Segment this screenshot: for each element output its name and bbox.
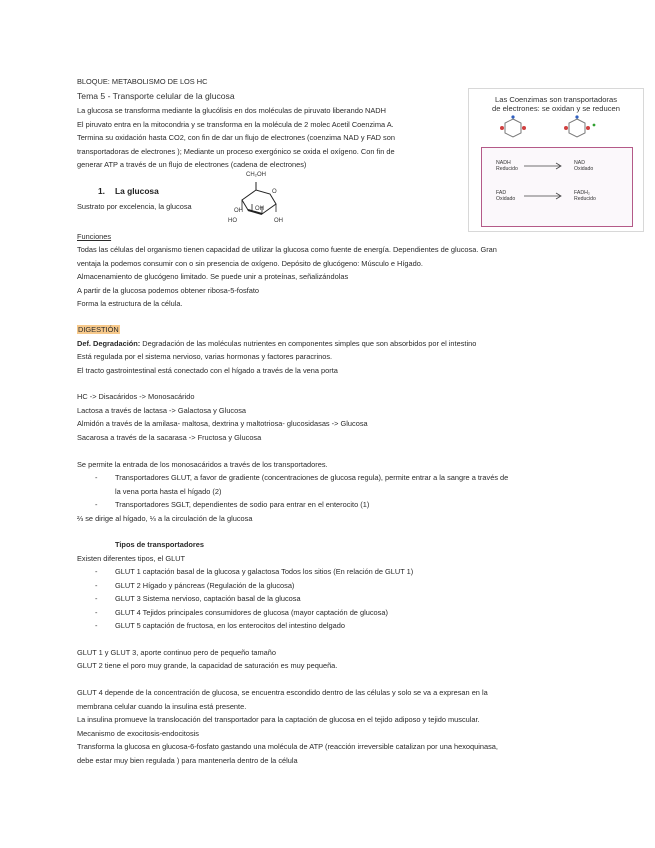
arrow-right-icon xyxy=(524,162,564,170)
coenzymes-figure xyxy=(468,88,644,232)
nad-sub-text: Oxidado xyxy=(574,166,594,172)
bullet-dash: - xyxy=(95,500,98,509)
oh-label-1: OH xyxy=(234,208,243,214)
intro-line-5: generar ATP a través de un flujo de electrones (cadena de electrones) xyxy=(77,160,307,169)
glut4-line-2: membrana celular cuando la insulina está presente. xyxy=(77,702,247,711)
hc-line-2: Lactosa a través de lactasa -> Galactosa y Glucosa xyxy=(77,406,247,415)
bullet-dash: - xyxy=(95,608,98,617)
hc-line-4: Sacarosa a través de la sacarasa -> Fructosa y Glucosa xyxy=(77,433,262,442)
bullet-dash: - xyxy=(95,567,98,576)
glut-item: GLUT 4 Tejidos principales consumidores de glucosa (mayor captación de glucosa) xyxy=(115,608,388,617)
funciones-line-5: Forma la estructura de la célula. xyxy=(77,299,183,308)
arrow-right-icon xyxy=(524,192,564,200)
transport-item-1-line-1: Transportadores GLUT, a favor de gradiente (concentraciones de glucosa regula), permite entrar a la sangre a través de xyxy=(115,473,509,482)
funciones-line-1: Todas las células del organismo tienen capacidad de utilizar la glucosa como fuente de energía. Dependientes de glucosa. Gran xyxy=(77,245,497,254)
glut4-line-5: Transforma la glucosa en glucosa-6-fosfato gastando una molécula de ATP (reacción irreversible catalizan por una hexoquinasa, xyxy=(77,742,498,751)
glut2-line: GLUT 2 tiene el poro muy grande, la capacidad de saturación es muy pequeña. xyxy=(77,661,338,670)
intro-line-3: Termina su oxidación hasta CO2, con fin de dar un flujo de electrones (coenzima NAD y FAD son xyxy=(77,133,395,142)
ring-oxygen-label: O xyxy=(272,189,277,195)
nad-label xyxy=(574,160,593,172)
ho-label: HO xyxy=(228,218,237,224)
redox-box xyxy=(481,147,633,227)
fad-label xyxy=(496,190,515,202)
glut4-line-4: Mecanismo de exocitosis-endocitosis xyxy=(77,729,199,738)
fraction-line: ⅔ se dirige al hígado, ⅓ a la circulación de la glucosa xyxy=(77,514,253,523)
funciones-line-3: Almacenamiento de glucógeno limitado. Se puede unir a proteínas, señalizándolas xyxy=(77,272,349,281)
oh-label-3: OH xyxy=(274,218,283,224)
block-heading: BLOQUE: METABOLISMO DE LOS HC xyxy=(77,77,208,86)
glut-item: GLUT 1 captación basal de la glucosa y galactosa Todos los sitios (En relación de GLUT 1) xyxy=(115,567,414,576)
nadh-text: NADH xyxy=(496,160,511,166)
bullet-dash: - xyxy=(95,581,98,590)
intro-line-4: transportadoras de electrones ); Mediante un proceso exergónico se oxida el oxígeno. Con fin de xyxy=(77,147,395,156)
bullet-dash: - xyxy=(95,473,98,482)
definition-line xyxy=(77,339,476,349)
nadh-label xyxy=(496,160,518,172)
page-title: Tema 5 - Transporte celular de la glucosa xyxy=(77,91,235,101)
coenzyme-molecules-icon xyxy=(499,115,614,143)
digestion-line-2: El tracto gastrointestinal está conectado con el hígado a través de la vena porta xyxy=(77,366,338,375)
funciones-line-2: ventaja la podemos consumir con o sin presencia de oxígeno. Depósito de glucógeno: Músculo e Hígado. xyxy=(77,259,423,268)
tipos-intro: Existen diferentes tipos, el GLUT xyxy=(77,554,186,563)
glut-item: GLUT 2 Hígado y páncreas (Regulación de la glucosa) xyxy=(115,581,295,590)
glut-item: GLUT 5 captación de fructosa, en los enterocitos del intestino delgado xyxy=(115,621,345,630)
digestion-line-1: Está regulada por el sistema nervioso, varias hormonas y factores paracrinos. xyxy=(77,352,333,361)
transport-intro: Se permite la entrada de los monosacáridos a través de los transportadores. xyxy=(77,460,328,469)
fadh2-label xyxy=(574,190,596,202)
funciones-heading: Funciones xyxy=(77,232,112,241)
glucosa-heading: La glucosa xyxy=(115,186,159,196)
tipos-heading: Tipos de transportadores xyxy=(115,540,204,549)
digestion-heading-text: DIGESTIÓN xyxy=(78,325,119,334)
hc-line-1: HC -> Disacáridos -> Monosacárido xyxy=(77,392,195,401)
oh-label-2: OH xyxy=(255,206,264,212)
funciones-line-4: A partir de la glucosa podemos obtener ribosa-5-fosfato xyxy=(77,286,259,295)
fadh2-sub-text: Reducido xyxy=(574,196,596,202)
intro-line-1: La glucosa se transforma mediante la glucólisis en dos moléculas de piruvato liberando NADH xyxy=(77,106,386,115)
glut4-line-3: La insulina promueve la translocación del transportador para la captación de glucosa en el tejido adiposo y tejido muscular. xyxy=(77,715,480,724)
glut-item: GLUT 3 Sistema nervioso, captación basal de la glucosa xyxy=(115,594,301,603)
definition-label: Def. Degradación: xyxy=(77,339,141,348)
transport-item-2: Transportadores SGLT, dependientes de sodio para entrar en el enterocito (1) xyxy=(115,500,370,509)
transport-item-1-line-2: la vena porta hasta el hígado (2) xyxy=(115,487,222,496)
fad-sub-text: Oxidado xyxy=(496,196,516,202)
ch2oh-label: CH₂OH xyxy=(246,172,266,178)
glut13-line: GLUT 1 y GLUT 3, aporte continuo pero de pequeño tamaño xyxy=(77,648,276,657)
digestion-heading xyxy=(77,325,120,335)
nad-text: NAD xyxy=(574,160,585,166)
fadh2-text: FADH₂ xyxy=(574,190,590,196)
nadh-sub-text: Reducido xyxy=(496,166,518,172)
glut4-line-1: GLUT 4 depende de la concentración de glucosa, se encuentra escondido dentro de las células y solo se va a expresan en la xyxy=(77,688,488,697)
definition-text: Degradación de las moléculas nutrientes en componentes simples que son absorbidos por el intestino xyxy=(140,339,477,348)
glucosa-desc: Sustrato por excelencia, la glucosa xyxy=(77,202,192,211)
glut4-line-6: debe estar muy bien regulada ) para mantenerla dentro de la célula xyxy=(77,756,298,765)
intro-line-2: El piruvato entra en la mitocondria y se transforma en la molécula de 2 molec Acetil Coenzima A. xyxy=(77,120,394,129)
bullet-dash: - xyxy=(95,594,98,603)
figure-caption xyxy=(469,95,643,113)
figure-caption-line-1: Las Coenzimas son transportadoras xyxy=(495,95,617,104)
bullet-dash: - xyxy=(95,621,98,630)
section-number: 1. xyxy=(98,186,105,196)
hc-line-3: Almidón a través de la amilasa- maltosa, dextrina y maltotriosa- glucosidasas -> Glucosa xyxy=(77,419,368,428)
figure-caption-line-2: de electrones: se oxidan y se reducen xyxy=(492,104,620,113)
fad-text: FAD xyxy=(496,190,507,196)
